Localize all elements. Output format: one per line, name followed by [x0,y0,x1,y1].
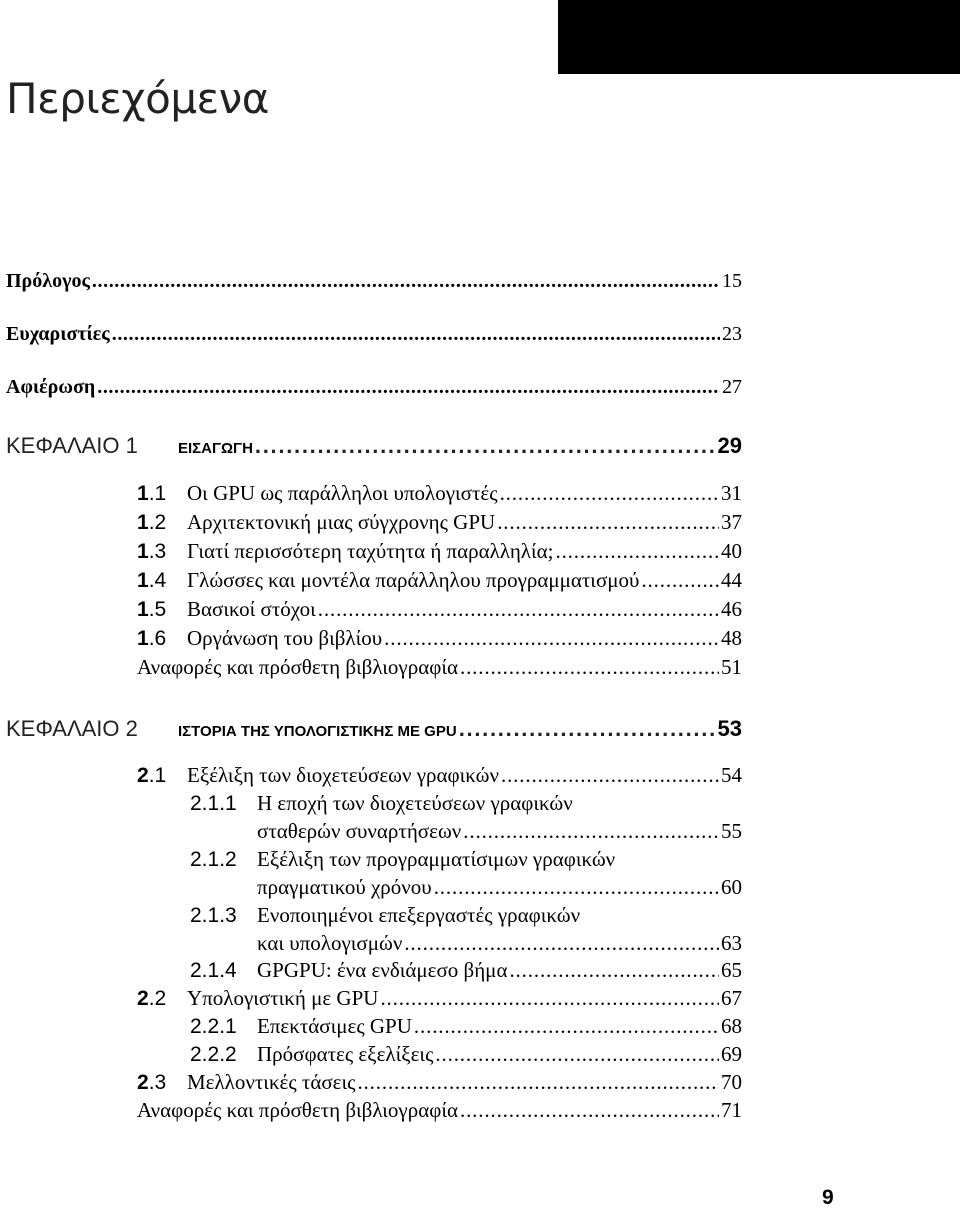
toc-page-number: 68 [721,1014,742,1038]
toc-page-number: 40 [721,539,742,563]
chapter-page-number: 29 [717,433,742,458]
section-number: 1.4 [137,569,167,592]
dot-leader [318,597,719,622]
dot-leader [404,931,719,956]
dot-leader [501,763,719,788]
toc-entry-label: Πρόλογος [6,270,90,292]
toc-subsection-2-1-2[interactable] [257,875,742,900]
toc-subsection-2-1-4[interactable] [190,958,742,983]
chapter-title: ΙΣΤΟΡΙΑ ΤΗΣ ΥΠΟΛΟΓΙΣΤΙΚΗΣ ΜΕ GPU [178,723,457,740]
section-title: Γιατί περισσότερη ταχύτητα ή παραλληλία; [187,539,554,563]
toc-page-number: 27 [722,376,742,398]
toc-subsection-2-1-2-first-line[interactable] [190,847,615,872]
section-number: 1.1 [137,482,167,505]
toc-entry-dedication[interactable] [6,376,742,399]
chapter-title: ΕΙΣΑΓΩΓΗ [178,440,253,457]
subsection-title: Επεκτάσιμες GPU [257,1014,412,1038]
toc-page-number: 67 [721,986,742,1010]
toc-page-number: 70 [721,1070,742,1094]
section-number: 1.5 [137,598,167,621]
page-number: 9 [822,1186,834,1209]
toc-section-1-6[interactable] [137,626,742,651]
dot-leader [459,716,716,742]
toc-subsection-2-2-2[interactable] [190,1042,742,1067]
chapter-number-label: ΚΕΦΑΛΑΙΟ 1 [6,433,138,458]
section-title: Γλώσσες και μοντέλα παράλληλου προγραμματισμού [187,568,640,592]
toc-page-number: 69 [721,1042,742,1066]
toc-section-1-1[interactable] [137,481,742,506]
toc-chapter-2[interactable] [6,716,742,742]
section-title: Εξέλιξη των διοχετεύσεων γραφικών [187,763,499,787]
toc-page-number: 54 [721,763,742,787]
subsection-title: Εξέλιξη των προγραμματίσιμων γραφικών [257,847,616,871]
dot-leader [460,1098,719,1123]
subsection-title: Ενοποιημένοι επεξεργαστές γραφικών [257,903,581,927]
section-title: Υπολογιστική με GPU [187,986,379,1010]
section-number: 2.3 [137,1071,167,1094]
dot-leader [97,376,720,399]
dot-leader [92,270,720,293]
toc-page-number: 55 [721,819,742,843]
toc-subsection-2-1-3[interactable] [257,931,742,956]
toc-page-number: 46 [721,597,742,621]
dot-leader [357,1070,719,1095]
toc-entry-prologue[interactable] [6,270,742,293]
toc-subsection-2-2-1[interactable] [190,1014,742,1039]
section-number: 2.2 [137,987,167,1010]
toc-page-number: 48 [721,626,742,650]
subsection-title-cont: και υπολογισμών [257,931,403,955]
dot-leader [463,819,719,844]
toc-entry-label: Αφιέρωση [6,376,96,398]
dot-leader [509,958,719,983]
section-title: Μελλοντικές τάσεις [187,1070,356,1094]
page-title: Περιεχόμενα [6,74,269,123]
subsection-number: 2.1.2 [190,848,237,871]
toc-page-number: 15 [722,270,742,292]
toc-page-number: 23 [722,323,742,345]
dot-leader [500,481,719,506]
subsection-number: 2.1.4 [190,959,237,982]
dot-leader [414,1014,719,1039]
subsection-number: 2.1.1 [190,792,237,815]
toc-section-2-1[interactable] [137,763,742,788]
toc-section-1-3[interactable] [137,539,742,564]
subsection-title-cont: πραγματικού χρόνου [257,875,432,899]
dot-leader [497,510,719,535]
toc-section-2-3[interactable] [137,1070,742,1095]
section-number: 1.2 [137,511,167,534]
toc-page-number: 44 [721,568,742,592]
chapter-page-number: 53 [717,716,742,741]
toc-section-2-2[interactable] [137,986,742,1011]
subsection-title: Πρόσφατες εξελίξεις [257,1042,434,1066]
section-title: Βασικοί στόχοι [187,597,316,621]
dot-leader [641,568,719,593]
dot-leader [435,1042,719,1067]
toc-page-number: 31 [721,481,742,505]
dot-leader [434,875,719,900]
section-number: 2.1 [137,764,167,787]
dot-leader [380,986,719,1011]
section-number: 1.3 [137,540,167,563]
toc-section-1-2[interactable] [137,510,742,535]
chapter-number-label: ΚΕΦΑΛΑΙΟ 2 [6,716,138,741]
subsection-number: 2.2.2 [190,1043,237,1066]
section-title: Οι GPU ως παράλληλοι υπολογιστές [187,481,498,505]
dot-leader [112,323,720,346]
subsection-title: Η εποχή των διοχετεύσεων γραφικών [257,791,573,815]
toc-page-number: 60 [721,875,742,899]
toc-entry-label: Ευχαριστίες [6,323,110,345]
toc-references-ch2[interactable] [137,1098,742,1123]
dot-leader [255,433,716,459]
section-title: Οργάνωση του βιβλίου [187,626,383,650]
subsection-number: 2.1.3 [190,904,237,927]
subsection-number: 2.2.1 [190,1015,237,1038]
toc-references-ch1[interactable] [137,655,742,680]
toc-chapter-1[interactable] [6,433,742,459]
dot-leader [460,655,719,680]
dot-leader [384,626,719,651]
toc-subsection-2-1-1[interactable] [257,819,742,844]
toc-page-number: 65 [721,958,742,982]
subsection-title: GPGPU: ένα ενδιάμεσο βήμα [257,958,508,982]
toc-page-number: 37 [721,510,742,534]
section-title: Αναφορές και πρόσθετη βιβλιογραφία [137,655,458,679]
dot-leader [555,539,719,564]
toc-page-number: 51 [721,655,742,679]
section-title: Αναφορές και πρόσθετη βιβλιογραφία [137,1098,458,1122]
header-black-block [558,0,960,74]
toc-page-number: 71 [721,1098,742,1122]
section-title: Αρχιτεκτονική μιας σύγχρονης GPU [187,510,496,534]
toc-subsection-2-1-3-first-line[interactable] [190,903,580,928]
subsection-title-cont: σταθερών συναρτήσεων [257,819,462,843]
toc-page-number: 63 [721,931,742,955]
toc-subsection-2-1-1-first-line[interactable] [190,791,573,816]
toc-entry-acknowledgements[interactable] [6,323,742,346]
toc-section-1-4[interactable] [137,568,742,593]
section-number: 1.6 [137,627,167,650]
toc-section-1-5[interactable] [137,597,742,622]
